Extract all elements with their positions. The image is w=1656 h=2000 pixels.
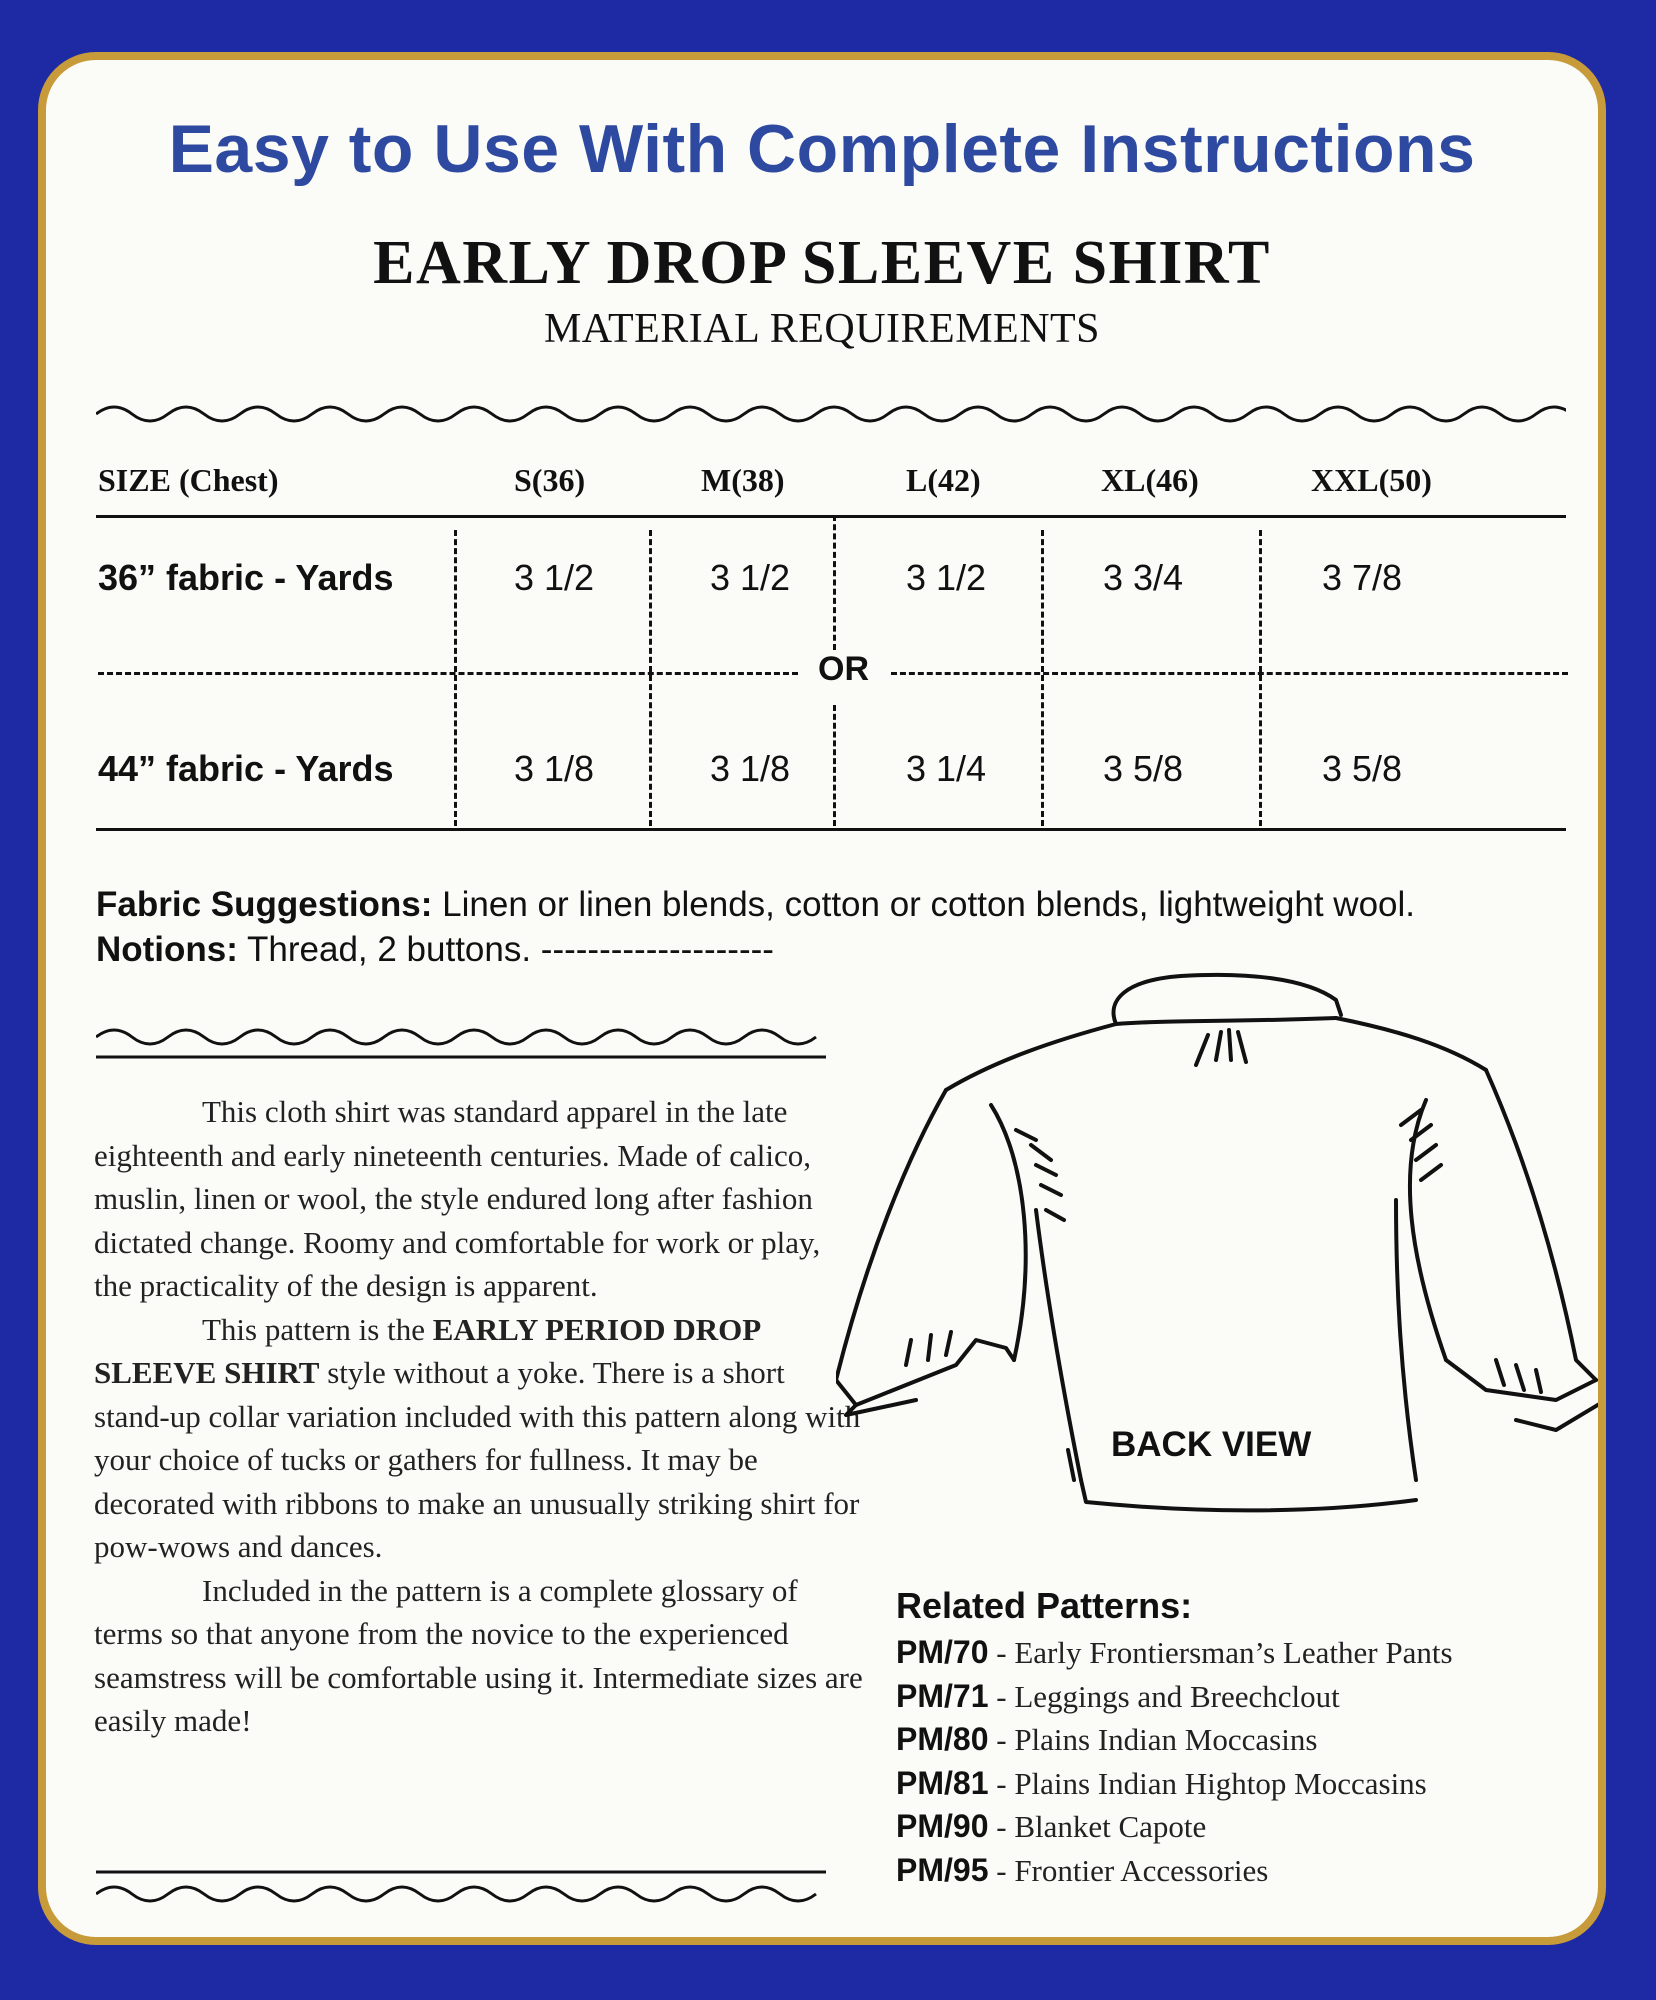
wavy-divider-top <box>96 400 1566 424</box>
fabric-suggestions-text: Linen or linen blends, cotton or cotton blends, lightweight wool. <box>442 885 1416 924</box>
notions <box>96 930 774 970</box>
pattern-code: PM/95 <box>896 1851 989 1888</box>
or-divider-right <box>891 672 1568 675</box>
description-paragraph-2 <box>94 1308 864 1569</box>
table-cell: 3 7/8 <box>1322 557 1403 598</box>
or-divider-left <box>98 672 798 675</box>
headline: Easy to Use With Complete Instructions <box>168 111 1476 187</box>
table-cell: 3 1/8 <box>514 748 595 789</box>
related-patterns-title: Related Patterns: <box>896 1585 1193 1626</box>
fabric-suggestions <box>96 885 1415 925</box>
table-cell: 3 5/8 <box>1103 748 1184 789</box>
pattern-code: PM/80 <box>896 1721 989 1757</box>
pattern-name: Plains Indian Moccasins <box>1014 1722 1318 1757</box>
column-separator <box>649 530 652 826</box>
table-top-rule <box>96 515 1566 518</box>
pattern-name: Plains Indian Hightop Moccasins <box>1014 1765 1427 1801</box>
pattern-name: Early Frontiersman’s Leather Pants <box>1014 1635 1453 1670</box>
back-view-label: BACK VIEW <box>1111 1425 1312 1464</box>
description-p2-start: This pattern is the <box>202 1311 433 1347</box>
fabric-suggestions-label: Fabric Suggestions: <box>96 885 433 924</box>
table-cell: 3 1/8 <box>710 748 791 789</box>
pattern-name: Blanket Capote <box>1014 1809 1207 1844</box>
description-p2-end: style without a yoke. There is a short stand-up collar variation included with this pattern along with your choice of tucks or gathers for fullness. It may be decorated with ribbons to make an unusually striking shirt for pow-wows and dances. <box>94 1355 861 1564</box>
table-cell: 3 1/2 <box>710 557 791 598</box>
related-patterns-list <box>896 1634 1453 1895</box>
pattern-title: EARLY DROP SLEEVE SHIRT <box>373 229 1271 297</box>
notions-label: Notions: <box>96 930 238 969</box>
description <box>94 1090 864 1743</box>
description-paragraph-1: This cloth shirt was standard apparel in the late eighteenth and early nineteenth centuries. Made of calico, muslin, linen or wool, the style endured long after fashion dictated change. Roomy and comfortable for work or play, the practicality of the design is apparent. <box>94 1094 821 1303</box>
size-header-m: M(38) <box>701 462 785 498</box>
pattern-name: Leggings and Breechclout <box>1014 1678 1340 1714</box>
table-cell: 3 1/4 <box>906 748 987 789</box>
description-p2-bold: EARLY PERIOD DROP SLEEVE SHIRT <box>94 1311 760 1390</box>
wavy-divider-bottom <box>96 1868 826 1908</box>
wavy-divider-middle <box>96 1023 826 1063</box>
size-header-xxl: XXL(50) <box>1311 462 1432 498</box>
table-cell: 3 5/8 <box>1322 748 1403 789</box>
column-separator <box>833 515 836 650</box>
pattern-code: PM/71 <box>896 1677 989 1714</box>
pattern-card <box>38 52 1606 1945</box>
size-header-l: L(42) <box>906 462 981 498</box>
row-label-36-fabric: 36” fabric - Yards <box>98 557 394 598</box>
notions-text: Thread, 2 buttons. -------------------- <box>247 930 774 969</box>
related-pattern-item: PM/81 - Plains Indian Hightop Moccasins <box>896 1764 1427 1801</box>
column-separator <box>1259 530 1262 826</box>
related-pattern-item: PM/70 - Early Frontiersman’s Leather Pants <box>896 1634 1453 1670</box>
table-cell: 3 3/4 <box>1103 557 1184 598</box>
size-header-xl: XL(46) <box>1101 462 1199 498</box>
related-pattern-item: PM/90 - Blanket Capote <box>896 1808 1207 1844</box>
pattern-code: PM/90 <box>896 1808 989 1844</box>
or-label: OR <box>810 650 877 689</box>
table-cell: 3 1/2 <box>514 557 595 598</box>
size-chest-header: SIZE (Chest) <box>98 462 279 498</box>
column-separator <box>454 530 457 826</box>
row-label-44-fabric: 44” fabric - Yards <box>98 748 394 789</box>
related-pattern-item: PM/95 - Frontier Accessories <box>896 1851 1269 1888</box>
related-pattern-item: PM/80 - Plains Indian Moccasins <box>896 1721 1318 1757</box>
table-cell: 3 1/2 <box>906 557 987 598</box>
table-bottom-rule <box>96 828 1566 831</box>
size-header-s: S(36) <box>514 462 586 498</box>
pattern-code: PM/81 <box>896 1764 989 1801</box>
column-separator <box>1041 530 1044 826</box>
material-requirements-heading: MATERIAL REQUIREMENTS <box>543 306 1101 352</box>
description-paragraph-3: Included in the pattern is a complete glossary of terms so that anyone from the novice to the experienced seamstress will be comfortable using it. Intermediate sizes are easily made! <box>94 1572 863 1738</box>
pattern-code: PM/70 <box>896 1634 989 1670</box>
shirt-back-view-illustration <box>836 960 1606 1580</box>
pattern-name: Frontier Accessories <box>1014 1852 1269 1888</box>
related-pattern-item: PM/71 - Leggings and Breechclout <box>896 1677 1340 1714</box>
column-separator <box>833 705 836 826</box>
